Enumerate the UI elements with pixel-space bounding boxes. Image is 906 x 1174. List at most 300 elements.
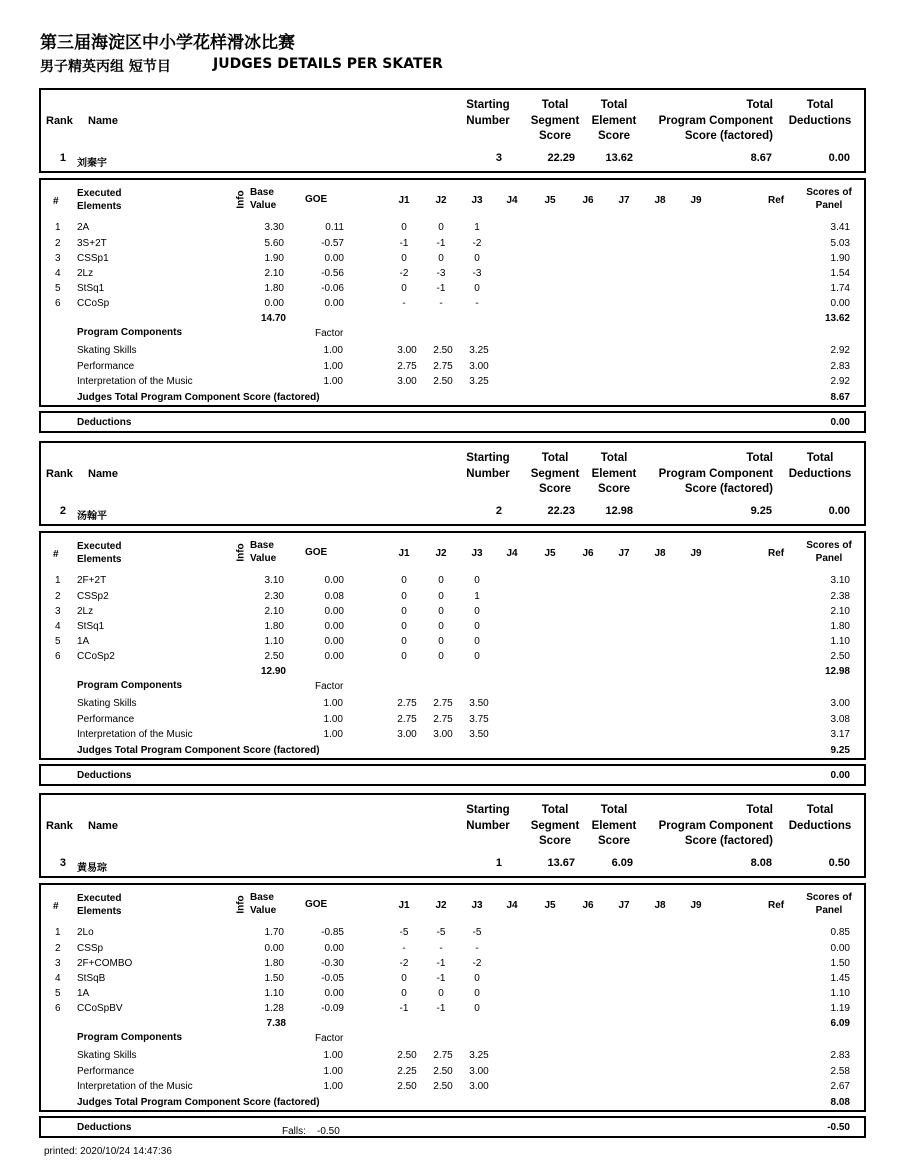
program-score-header: Total	[746, 804, 773, 816]
element-index: 4	[55, 973, 61, 984]
judge-score: 0	[401, 591, 407, 602]
judges-total-label: Judges Total Program Component Score (factored)	[77, 1097, 320, 1108]
element-score-header: Score	[598, 483, 630, 495]
judge-score: 3.25	[469, 1050, 489, 1061]
judge-score: -	[439, 943, 443, 954]
panel-score: 3.10	[830, 575, 850, 586]
goe-value: 0.00	[324, 575, 344, 586]
info-header: Info	[235, 895, 247, 914]
judge-score: 2.75	[397, 698, 417, 709]
panel-score: 1.19	[830, 1003, 850, 1014]
skater-name: 刘秦宇	[77, 158, 107, 169]
deductions-header: Total	[806, 452, 834, 464]
base-header: Value	[250, 200, 277, 211]
panel-score: 1.54	[830, 268, 850, 279]
panel-score: 1.90	[830, 253, 850, 264]
element-code: 2F+2T	[77, 575, 107, 586]
component-factor: 1.00	[323, 345, 343, 356]
panel-score: 1.10	[830, 636, 850, 647]
segment-score-header: Segment	[530, 467, 580, 480]
judge-score: -1	[436, 973, 446, 984]
panel-header: Scores of	[806, 187, 852, 198]
element-code: 2F+COMBO	[77, 958, 133, 969]
element-code: StSq1	[77, 621, 105, 632]
falls-label: Falls:	[282, 1126, 306, 1137]
starting-number-header: Starting	[466, 452, 510, 464]
skater-rank: 1	[59, 152, 66, 164]
judge-score: -5	[399, 927, 409, 938]
judge-score: -2	[399, 958, 409, 969]
judge-header: J4	[506, 548, 518, 559]
element-index: 2	[55, 943, 61, 954]
panel-header: Scores of	[806, 892, 852, 903]
judge-header: J6	[582, 548, 594, 559]
component-factor: 1.00	[323, 729, 343, 740]
panel-score: 2.58	[830, 1066, 850, 1077]
element-score: 6.09	[611, 857, 633, 869]
goe-value: -0.09	[321, 1003, 344, 1014]
element-index: 1	[55, 927, 61, 938]
element-index: 4	[55, 621, 61, 632]
component-name: Interpretation of the Music	[77, 1081, 193, 1092]
judge-score: 3.00	[397, 345, 417, 356]
category-label: 男子精英丙组 短节目	[40, 59, 171, 75]
starting-number-header: Number	[466, 114, 510, 127]
judge-header: J5	[544, 900, 556, 911]
starting-number-header: Number	[466, 819, 510, 832]
deductions-label: Deductions	[77, 1122, 132, 1133]
goe-value: -0.05	[321, 973, 344, 984]
panel-score: 2.50	[830, 651, 850, 662]
executed-header: Executed	[77, 541, 122, 552]
judge-score: 2.25	[397, 1066, 417, 1077]
deductions-header: Deductions	[788, 467, 852, 480]
panel-header: Panel	[815, 553, 843, 564]
judge-score: 0	[474, 283, 480, 294]
element-index: 3	[55, 958, 61, 969]
segment-score-header: Score	[539, 130, 571, 142]
starting-number: 3	[495, 152, 502, 164]
goe-value: -0.85	[321, 927, 344, 938]
judge-score: -1	[436, 238, 446, 249]
component-name: Performance	[77, 361, 135, 372]
judge-header: J7	[618, 548, 630, 559]
element-score-header: Element	[591, 819, 637, 832]
component-factor: 1.00	[323, 698, 343, 709]
starting-number: 1	[495, 857, 502, 869]
judge-score: 0	[438, 621, 444, 632]
judge-header: J4	[506, 195, 518, 206]
element-index: 6	[55, 298, 61, 309]
element-score-header: Element	[591, 467, 637, 480]
panel-score: 0.00	[830, 298, 850, 309]
index-header: #	[53, 901, 59, 912]
element-index: 1	[55, 222, 61, 233]
judge-score: 0	[438, 591, 444, 602]
goe-header: GOE	[305, 547, 328, 558]
judge-score: 1	[474, 222, 480, 233]
judge-score: 0	[401, 973, 407, 984]
base-value: 0.00	[264, 943, 284, 954]
base-header: Base	[250, 187, 274, 198]
judge-header: J6	[582, 195, 594, 206]
starting-number: 2	[495, 505, 502, 517]
factor-header: Factor	[315, 681, 344, 692]
base-value: 2.10	[264, 268, 284, 279]
judge-score: 0	[401, 222, 407, 233]
deductions-total: 0.00	[830, 417, 850, 428]
judge-score: 0	[438, 636, 444, 647]
judge-score: 0	[474, 973, 480, 984]
judge-score: 2.75	[433, 361, 453, 372]
element-score-header: Score	[598, 835, 630, 847]
judge-score: 0	[474, 621, 480, 632]
judge-score: -1	[436, 958, 446, 969]
judge-score: -3	[436, 268, 446, 279]
element-score-header: Element	[591, 114, 637, 127]
panel-score: 1.10	[830, 988, 850, 999]
component-name: Performance	[77, 714, 135, 725]
segment-score: 13.67	[547, 857, 575, 869]
goe-value: 0.00	[324, 636, 344, 647]
element-score: 12.98	[605, 505, 633, 517]
name-header: Name	[88, 820, 118, 832]
element-code: CCoSp2	[77, 651, 115, 662]
ref-header: Ref	[768, 195, 785, 206]
element-score-header: Score	[598, 130, 630, 142]
program-score-total: 8.67	[830, 392, 850, 403]
ref-header: Ref	[768, 548, 785, 559]
deductions-header: Deductions	[788, 819, 852, 832]
judge-score: 0	[401, 283, 407, 294]
element-score-header: Total	[600, 452, 628, 464]
judge-header: J5	[544, 548, 556, 559]
judge-score: 3.00	[469, 1081, 489, 1092]
judge-score: -	[402, 943, 406, 954]
judge-header: J7	[618, 900, 630, 911]
panel-score: 0.85	[830, 927, 850, 938]
judge-score: 3.25	[469, 345, 489, 356]
panel-score: 2.92	[830, 345, 850, 356]
program-score-header: Program Component	[658, 467, 773, 480]
component-factor: 1.00	[323, 376, 343, 387]
skater-name: 黄易琮	[77, 863, 107, 874]
panel-score: 3.17	[830, 729, 850, 740]
judge-score: 2.75	[433, 698, 453, 709]
program-score-header: Program Component	[658, 114, 773, 127]
executed-header: Elements	[77, 201, 122, 212]
segment-score-header: Total	[541, 99, 569, 111]
component-name: Skating Skills	[77, 345, 137, 356]
name-header: Name	[88, 468, 118, 480]
element-index: 5	[55, 636, 61, 647]
panel-score: 1.74	[830, 283, 850, 294]
judge-score: 0	[438, 651, 444, 662]
judge-score: -2	[399, 268, 409, 279]
goe-value: 0.00	[324, 253, 344, 264]
deductions-total: 0.00	[830, 770, 850, 781]
judge-score: -1	[399, 1003, 409, 1014]
judge-header: J8	[654, 195, 666, 206]
element-code: CCoSp	[77, 298, 110, 309]
program-score-total: 9.25	[830, 745, 850, 756]
judge-score: 2.75	[433, 1050, 453, 1061]
judge-score: 0	[438, 222, 444, 233]
judge-header: J8	[654, 900, 666, 911]
goe-value: 0.00	[324, 298, 344, 309]
judge-score: 0	[474, 575, 480, 586]
panel-score: 2.83	[830, 1050, 850, 1061]
deductions-box	[39, 1116, 866, 1138]
element-score-header: Total	[600, 99, 628, 111]
judge-score: -1	[399, 238, 409, 249]
judge-header: J1	[398, 195, 410, 206]
judge-score: -	[475, 298, 479, 309]
judge-header: J3	[471, 195, 483, 206]
panel-score: 2.38	[830, 591, 850, 602]
judge-score: 0	[401, 253, 407, 264]
index-header: #	[53, 196, 59, 207]
panel-score: 1.45	[830, 973, 850, 984]
rank-header: Rank	[46, 115, 73, 127]
info-header: Info	[235, 190, 247, 209]
judge-header: J6	[582, 900, 594, 911]
judges-total-label: Judges Total Program Component Score (factored)	[77, 745, 320, 756]
judge-score: 0	[474, 651, 480, 662]
element-index: 6	[55, 1003, 61, 1014]
falls-value: -0.50	[317, 1126, 340, 1137]
element-code: 1A	[77, 988, 90, 999]
judge-score: -5	[436, 927, 446, 938]
judge-score: 0	[474, 988, 480, 999]
page-title: 第三届海淀区中小学花样滑冰比赛	[40, 33, 295, 53]
judge-score: 0	[401, 606, 407, 617]
program-score-total: 8.08	[830, 1097, 850, 1108]
goe-header: GOE	[305, 194, 328, 205]
element-index: 3	[55, 606, 61, 617]
judge-score: 3.00	[397, 729, 417, 740]
judge-header: J2	[435, 900, 447, 911]
goe-value: 0.08	[324, 591, 344, 602]
segment-score: 22.23	[547, 505, 575, 517]
base-value: 0.00	[264, 298, 284, 309]
goe-value: -0.06	[321, 283, 344, 294]
deductions-total: -0.50	[827, 1122, 850, 1133]
judge-score: 0	[401, 651, 407, 662]
component-factor: 1.00	[323, 714, 343, 725]
component-factor: 1.00	[323, 361, 343, 372]
judge-score: -	[475, 943, 479, 954]
element-score-total: 6.09	[830, 1018, 850, 1029]
panel-score: 5.03	[830, 238, 850, 249]
element-score-total: 12.98	[824, 666, 850, 677]
judge-header: J2	[435, 548, 447, 559]
judge-score: 2.75	[397, 361, 417, 372]
element-score-total: 13.62	[824, 313, 850, 324]
segment-score: 22.29	[547, 152, 575, 164]
segment-score-header: Total	[541, 452, 569, 464]
component-factor: 1.00	[323, 1066, 343, 1077]
program-score: 9.25	[750, 505, 772, 517]
component-name: Skating Skills	[77, 1050, 137, 1061]
element-code: StSq1	[77, 283, 105, 294]
judge-header: J5	[544, 195, 556, 206]
base-header: Value	[250, 905, 277, 916]
starting-number-header: Number	[466, 467, 510, 480]
panel-score: 1.80	[830, 621, 850, 632]
base-value: 2.30	[264, 591, 284, 602]
judge-header: J3	[471, 548, 483, 559]
base-header: Base	[250, 540, 274, 551]
judge-score: 2.75	[433, 714, 453, 725]
judge-score: 3.00	[469, 361, 489, 372]
element-code: CCoSpBV	[77, 1003, 123, 1014]
base-value: 3.10	[264, 575, 284, 586]
name-header: Name	[88, 115, 118, 127]
base-value-total: 12.90	[260, 666, 286, 677]
program-score: 8.08	[750, 857, 772, 869]
element-index: 2	[55, 238, 61, 249]
judge-score: 0	[401, 621, 407, 632]
component-name: Skating Skills	[77, 698, 137, 709]
element-index: 1	[55, 575, 61, 586]
segment-score-header: Segment	[530, 819, 580, 832]
panel-score: 2.92	[830, 376, 850, 387]
goe-value: 0.00	[324, 606, 344, 617]
element-code: 2Lz	[77, 268, 94, 279]
ref-header: Ref	[768, 900, 785, 911]
total-deductions: 0.00	[828, 152, 850, 164]
program-score-header: Total	[746, 452, 773, 464]
skater-name: 汤翰平	[77, 511, 107, 522]
panel-score: 0.00	[830, 943, 850, 954]
program-components-header: Program Components	[77, 680, 183, 691]
judge-score: 3.25	[469, 376, 489, 387]
base-value: 2.10	[264, 606, 284, 617]
executed-header: Executed	[77, 893, 122, 904]
element-code: CSSp	[77, 943, 104, 954]
judge-header: J4	[506, 900, 518, 911]
judge-score: 0	[438, 606, 444, 617]
judge-score: 0	[438, 988, 444, 999]
segment-score-header: Score	[539, 835, 571, 847]
element-code: 3S+2T	[77, 238, 107, 249]
panel-header: Panel	[815, 200, 843, 211]
component-factor: 1.00	[323, 1081, 343, 1092]
judge-score: 2.50	[433, 345, 453, 356]
judge-score: 1	[474, 591, 480, 602]
judge-header: J3	[471, 900, 483, 911]
goe-value: 0.00	[324, 651, 344, 662]
base-value: 1.80	[264, 621, 284, 632]
base-value: 1.10	[264, 988, 284, 999]
program-components-header: Program Components	[77, 327, 183, 338]
judge-header: J1	[398, 548, 410, 559]
component-factor: 1.00	[323, 1050, 343, 1061]
panel-header: Scores of	[806, 540, 852, 551]
base-value: 2.50	[264, 651, 284, 662]
info-header: Info	[235, 543, 247, 562]
segment-score-header: Segment	[530, 114, 580, 127]
deductions-header: Total	[806, 804, 834, 816]
judge-score: 0	[474, 606, 480, 617]
base-header: Value	[250, 553, 277, 564]
judge-score: 0	[474, 1003, 480, 1014]
judge-score: 2.50	[433, 376, 453, 387]
executed-header: Elements	[77, 554, 122, 565]
element-code: 2Lo	[77, 927, 94, 938]
goe-value: -0.30	[321, 958, 344, 969]
element-score-header: Total	[600, 804, 628, 816]
deductions-label: Deductions	[77, 417, 132, 428]
goe-header: GOE	[305, 899, 328, 910]
base-value: 1.90	[264, 253, 284, 264]
skater-rank: 2	[59, 505, 66, 517]
judge-score: 3.50	[469, 698, 489, 709]
goe-value: 0.00	[324, 988, 344, 999]
panel-score: 3.00	[830, 698, 850, 709]
judge-score: 2.50	[397, 1050, 417, 1061]
judge-score: 0	[401, 636, 407, 647]
panel-score: 2.83	[830, 361, 850, 372]
base-header: Base	[250, 892, 274, 903]
component-name: Performance	[77, 1066, 135, 1077]
rank-header: Rank	[46, 820, 73, 832]
element-index: 5	[55, 283, 61, 294]
segment-score-header: Total	[541, 804, 569, 816]
program-components-header: Program Components	[77, 1032, 183, 1043]
program-score-header: Score (factored)	[684, 483, 773, 495]
judge-score: -3	[472, 268, 482, 279]
goe-value: 0.11	[325, 222, 344, 233]
skater-rank: 3	[59, 857, 66, 869]
executed-header: Elements	[77, 906, 122, 917]
base-value: 5.60	[264, 238, 284, 249]
deductions-header: Deductions	[788, 114, 852, 127]
base-value: 1.80	[264, 958, 284, 969]
judge-score: 3.00	[469, 1066, 489, 1077]
judge-score: -1	[436, 1003, 446, 1014]
program-score-header: Score (factored)	[684, 130, 773, 142]
element-index: 5	[55, 988, 61, 999]
base-value-total: 14.70	[260, 313, 286, 324]
element-code: StSqB	[77, 973, 106, 984]
judge-score: 0	[474, 253, 480, 264]
program-score-header: Score (factored)	[684, 835, 773, 847]
base-value: 1.80	[264, 283, 284, 294]
base-value: 1.50	[264, 973, 284, 984]
executed-header: Executed	[77, 188, 122, 199]
judge-score: -	[402, 298, 406, 309]
panel-score: 1.50	[830, 958, 850, 969]
element-index: 4	[55, 268, 61, 279]
judge-score: -	[439, 298, 443, 309]
element-code: 2Lz	[77, 606, 94, 617]
goe-value: -0.57	[321, 238, 344, 249]
judge-header: J9	[690, 195, 702, 206]
factor-header: Factor	[315, 328, 344, 339]
judge-header: J8	[654, 548, 666, 559]
element-index: 6	[55, 651, 61, 662]
goe-value: 0.00	[324, 943, 344, 954]
judge-score: -2	[472, 958, 482, 969]
judge-score: 2.50	[397, 1081, 417, 1092]
judge-header: J1	[398, 900, 410, 911]
element-index: 2	[55, 591, 61, 602]
starting-number-header: Starting	[466, 99, 510, 111]
panel-score: 2.10	[830, 606, 850, 617]
element-index: 3	[55, 253, 61, 264]
